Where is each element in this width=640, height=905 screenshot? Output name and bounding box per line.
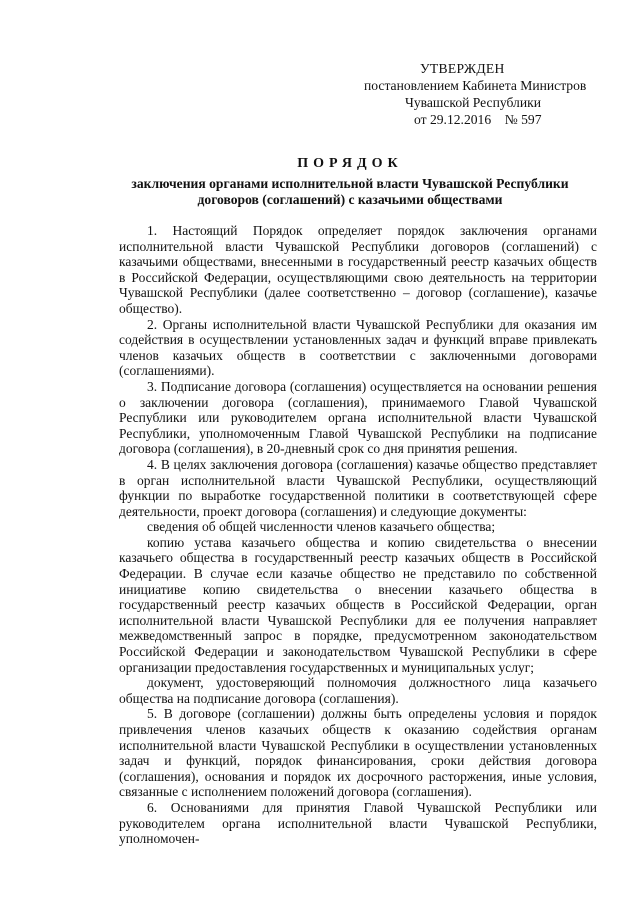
approval-date-line [364,111,624,128]
paragraph-1: 1. Настоящий Порядок определяет порядок заключения органами исполнительной власти Чувашской Республики договоров (соглашений) с казачьими обществами, внесенными в государственный реестр казачьих обществ в Российской Федерации, осуществляющими свою деятельность на территории Чувашской Республики (далее соответственно – договор (соглашение), казачье общество). [119,223,597,316]
approval-title: УТВЕРЖДЕН [420,61,505,76]
paragraph-6: 6. Основаниями для принятия Главой Чувашской Республики или руководителем органа исполнительной власти Чувашской Республики, уполномочен- [119,799,597,847]
paragraph-4-item-1: сведения об общей численности членов казачьего общества; [147,519,496,535]
approval-line-republic: Чувашской Республики [405,95,541,110]
document-title-main: ПОРЯДОК [297,156,403,171]
approval-line-decree: постановлением Кабинета Министров [364,78,587,93]
document-title [100,156,600,209]
document-subtitle-line1: заключения органами исполнительной власти Чувашской Республики [131,175,569,191]
approval-date: от 29.12.2016 [414,112,492,127]
approval-number: № 597 [504,112,542,127]
approval-stamp [364,60,624,128]
document-subtitle-line2: договоров (соглашений) с казачьими обществами [197,192,503,207]
paragraph-4-item-2: копию устава казачьего общества и копию свидетельства о внесении казачьего общества в государственный реестр казачьих обществ в Российской Федерации. В случае если казачье общество не представило по собственной инициативе копию свидетельства о внесении казачьего общества в государственный реестр казачьих обществ в Российской Федерации, орган исполнительной власти Чувашской Республики для ее получения направляет межведомственный запрос в порядке, предусмотренном законодательством Российской Федерации и законодательством Чувашской Республики в сфере организации предоставления государственных и муниципальных услуг; [119,534,597,675]
document-body [119,223,597,847]
paragraph-3: 3. Подписание договора (соглашения) осуществляется на основании решения о заключении договора (соглашения), принимаемого Главой Чувашской Республики или руководителем органа исполнительной власти Чувашской Республики, уполномоченным Главой Чувашской Республики на подписание договора (соглашения), в 20-дневный срок со дня принятия решения. [119,378,597,457]
paragraph-4-item-3: документ, удостоверяющий полномочия должностного лица казачьего общества на подписание договора (соглашения). [119,675,597,706]
paragraph-2: 2. Органы исполнительной власти Чувашской Республики для оказания им содействия в осуществлении установленных задач и функций вправе привлекать членов казачьих обществ в соответствии с заключенными договорами (соглашениями). [119,316,597,379]
paragraph-4: 4. В целях заключения договора (соглашения) казачье общество представляет в орган исполнительной власти Чувашской Республики, осуществляющий функции по выработке государственной политики в соответствующей сфере деятельности, проект договора (соглашения) и следующие документы: [119,456,597,519]
paragraph-5: 5. В договоре (соглашении) должны быть определены условия и порядок привлечения членов казачьих обществ к оказанию содействия органам исполнительной власти Чувашской Республики в осуществлении установленных задач и функций, порядок финансирования, сроки действия договора (соглашения), основания и порядок их досрочного расторжения, иные условия, связанные с исполнением положений договора (соглашения). [119,706,597,800]
